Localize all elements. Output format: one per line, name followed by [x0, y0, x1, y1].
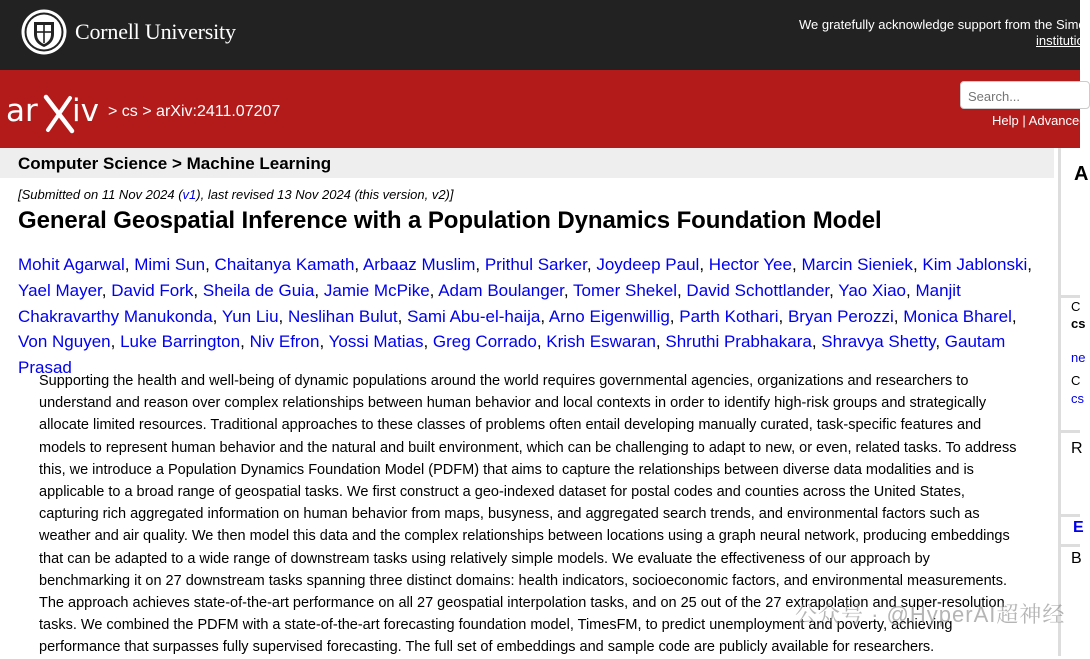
arxiv-logo-text: ar [6, 93, 38, 129]
author-separator: , [101, 280, 112, 300]
arxiv-logo-text: iv [72, 93, 99, 129]
author-separator: , [811, 332, 822, 352]
author-separator: , [205, 255, 215, 274]
author-separator: , [791, 255, 802, 274]
author-link[interactable]: Krish Eswaran [546, 332, 656, 352]
author-link[interactable]: Niv Efron [249, 332, 320, 352]
author-separator: , [354, 255, 363, 274]
sidebar-heading-fragment: A [1074, 163, 1089, 185]
cornell-seal-icon[interactable] [20, 8, 68, 56]
author-link[interactable]: Sami Abu-el-haija [407, 306, 541, 326]
author-link[interactable]: Adam Boulanger [438, 280, 564, 300]
author-link[interactable]: Tomer Shekel [573, 280, 677, 300]
author-list [18, 252, 1048, 381]
sidebar-section-fragment: B [1071, 550, 1082, 567]
author-separator: , [475, 255, 485, 274]
author-link[interactable]: Shruthi Prabhakara [665, 332, 812, 352]
author-link[interactable]: Von Nguyen [18, 332, 111, 352]
author-link[interactable]: Mohit Agarwal [18, 255, 125, 274]
author-link[interactable]: Shravya Shetty [821, 332, 936, 352]
sidebar-link-fragment[interactable]: cs [1071, 391, 1084, 406]
author-separator: , [586, 255, 597, 274]
sidebar-divider [1058, 430, 1080, 433]
author-separator: , [314, 280, 324, 300]
author-separator: , [778, 306, 788, 326]
sidebar-fragment: C [1071, 299, 1081, 314]
author-link[interactable]: Arno Eigenwillig [548, 306, 670, 326]
author-link[interactable]: Prithul Sarker [484, 255, 587, 274]
author-separator: , [1011, 306, 1017, 326]
author-separator: , [423, 332, 433, 352]
author-separator: , [669, 306, 680, 326]
author-separator: , [893, 306, 904, 326]
author-link[interactable]: David Fork [111, 280, 194, 300]
author-separator: , [829, 280, 839, 300]
sidebar-divider [1058, 514, 1080, 517]
author-separator: , [540, 306, 549, 326]
sidebar-link-fragment[interactable]: E [1073, 519, 1084, 536]
version-v1-link[interactable]: v1 [182, 187, 197, 202]
author-link[interactable]: Greg Corrado [432, 332, 537, 352]
author-separator: , [563, 280, 574, 300]
author-link[interactable]: Arbaaz Muslim [362, 255, 476, 274]
author-link[interactable]: Sheila de Guia [202, 280, 315, 300]
author-link[interactable]: Kim Jablonski [922, 255, 1028, 274]
breadcrumb-cs[interactable]: cs [121, 103, 138, 120]
author-link[interactable]: Hector Yee [708, 255, 792, 274]
help-divider: | [1022, 113, 1026, 128]
subject-heading: Computer Science > Machine Learning [18, 154, 332, 173]
paper-title: General Geospatial Inference with a Population Dynamics Foundation Model [18, 207, 882, 234]
help-links [992, 113, 1087, 128]
author-link[interactable]: Parth Kothari [679, 306, 779, 326]
support-acknowledgement: We gratefully acknowledge support from the Simo [799, 17, 1086, 32]
breadcrumb-separator: > [108, 103, 118, 120]
author-separator: , [699, 255, 709, 274]
arxiv-logo[interactable] [6, 91, 106, 135]
sidebar-fragment: cs [1071, 316, 1086, 331]
breadcrumb [108, 103, 280, 121]
author-link[interactable]: Bryan Perozzi [787, 306, 894, 326]
abstract: Supporting the health and well-being of dynamic populations around the world requires governmental agencies, organizations and researchers to understand and reason over complex relationships between human behavior and local contexts in order to identify high-risk groups and strategically allocate limited resources. Traditional approaches to these classes of problems often entail developing manually curated, task-specific features and models to represent human behavior and the natural and built environment, which can be challenging to adapt to new, or even, related tasks. To address this, we introduce a Population Dynamics Foundation Model (PDFM) that aims to capture the relationships between diverse data modalities and is applicable to a broad range of geospatial tasks. We first construct a geo-indexed dataset for postal codes and counties across the United States, capturing rich aggregated information on human behavior from maps, busyness, and aggregated search trends, and environmental factors such as weather and air quality. We then model this data and the complex relationships between locations using a graph neural network, producing embeddings that can be adapted to a wide range of downstream tasks using relatively simple models. We evaluate the effectiveness of our approach by benchmarking it on 27 downstream tasks spanning three distinct domains: health indicators, socioeconomic factors, and environmental measurements. The approach achieves state-of-the-art performance on all 27 geospatial interpolation tasks, and on 25 out of the 27 extrapolation and super-resolution tasks. We combined the PDFM with a state-of-the-art forecasting foundation model, TimesFM, to predict unemployment and poverty, achieving performance that surpasses fully supervised forecasting. The full set of embeddings and sample code are publicly available for researchers. [39, 373, 1017, 656]
sidebar-link-fragment[interactable]: ne [1071, 350, 1086, 365]
submission-suffix: ), last revised 13 Nov 2024 (this version, v2)] [196, 187, 454, 202]
author-link[interactable]: Yun Liu [221, 306, 279, 326]
author-link[interactable]: Gautam Prasad [18, 332, 1006, 378]
author-link[interactable]: Joydeep Paul [596, 255, 700, 274]
author-separator: , [319, 332, 329, 352]
author-separator: , [655, 332, 666, 352]
breadcrumb-separator: > [142, 103, 152, 120]
author-link[interactable]: Monica Bharel [903, 306, 1012, 326]
author-separator: , [912, 255, 923, 274]
sidebar-fragment: C [1071, 373, 1081, 388]
search-input[interactable]: Search... [960, 81, 1090, 109]
author-separator: , [240, 332, 250, 352]
author-link[interactable]: Jamie McPike [323, 280, 430, 300]
breadcrumb-paper-id: arXiv:2411.07207 [156, 103, 281, 120]
watermark: 公众号 · @HyperAI超神经 [795, 602, 1066, 627]
author-link[interactable]: Yael Mayer [18, 280, 102, 300]
author-link[interactable]: Neslihan Bulut [288, 306, 398, 326]
author-separator: , [429, 280, 439, 300]
author-separator: , [193, 280, 203, 300]
author-separator: , [278, 306, 288, 326]
author-separator: , [906, 280, 916, 300]
author-separator: , [212, 306, 222, 326]
author-link[interactable]: Chaitanya Kamath [214, 255, 355, 274]
sidebar-divider [1058, 544, 1080, 547]
member-institutions-link[interactable]: institutio [1036, 33, 1084, 48]
author-separator: , [536, 332, 547, 352]
author-separator: , [124, 255, 135, 274]
author-link[interactable]: Luke Barrington [120, 332, 241, 352]
sidebar-section-fragment: R [1071, 440, 1083, 457]
submission-prefix: [Submitted on 11 Nov 2024 ( [18, 187, 183, 202]
author-link[interactable]: Manjit Chakravarthy Manukonda [18, 280, 961, 326]
author-separator: , [397, 306, 408, 326]
author-separator: , [935, 332, 945, 352]
author-link[interactable]: Marcin Sieniek [801, 255, 913, 274]
author-separator: , [110, 332, 121, 352]
author-link[interactable]: Mimi Sun [134, 255, 206, 274]
help-link[interactable]: Help [992, 113, 1019, 128]
submission-history [18, 187, 454, 202]
sidebar-divider [1058, 295, 1080, 298]
author-link[interactable]: Yao Xiao [838, 280, 906, 300]
advanced-search-link[interactable]: Advanced [1028, 113, 1087, 128]
author-link[interactable]: Yossi Matias [328, 332, 424, 352]
author-separator: , [1027, 255, 1032, 274]
cornell-university-wordmark[interactable]: Cornell University [75, 19, 236, 44]
author-separator: , [676, 280, 687, 300]
author-link[interactable]: David Schottlander [686, 280, 830, 300]
